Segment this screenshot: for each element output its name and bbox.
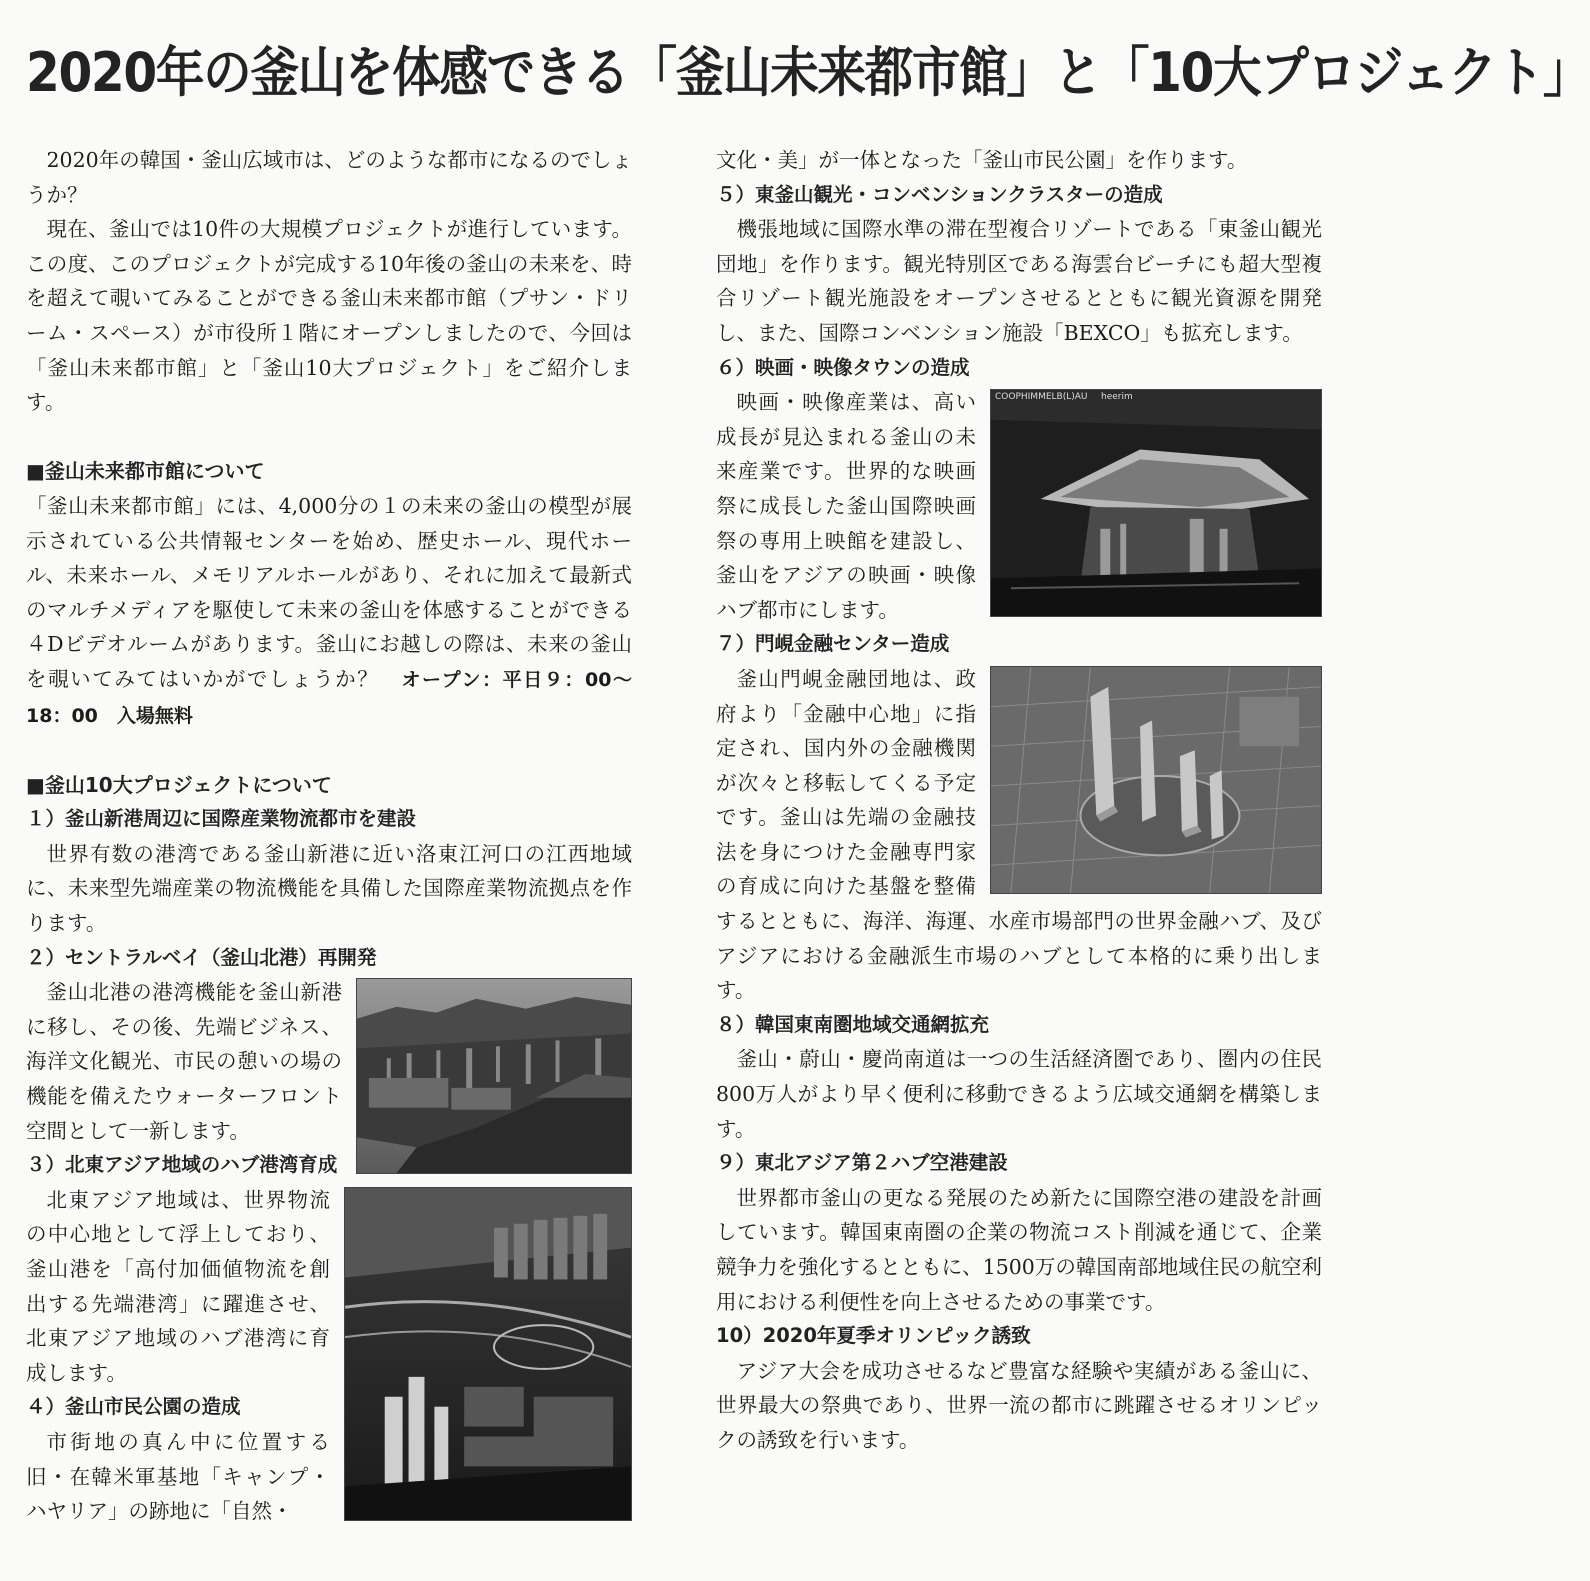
project-7-block [716, 662, 1322, 1008]
project-7-body: 釜山門峴金融団地は、政府より「金融中心地」に指定され、国内外の金融機関が次々と移転してくる予定です。釜山は先端の金融技法を身につけた金融専門家の育成に向けた基盤を整備するとともに、海洋、海運、水産市場部門の世界金融ハブ、及びアジアにおける金融派生市場のハブとして本格的に乗り出します。 [716, 666, 1322, 1003]
project-3-title: ３）北東アジア地域のハブ港湾育成 [26, 1153, 338, 1177]
photo-watermark-coop: COOPHIMMELB(L)AU [995, 392, 1088, 403]
project-6-body: 映画・映像産業は、高い成長が見込まれる釜山の未来産業です。世界的な映画祭に成長した釜山国際映画祭の専用上映館を建設し、釜山をアジアの映画・映像ハブ都市にします。 [716, 390, 976, 622]
project-2-block [26, 975, 632, 1148]
photo-hub-port [344, 1187, 632, 1521]
project-9-title: ９）東北アジア第２ハブ空港建設 [716, 1151, 1008, 1175]
hall-hours: オープン：平日９：00～18：00 入場無料 [26, 668, 633, 727]
project-3-body: 北東アジア地域は、世界物流の中心地として浮上しており、釜山港を「高付加価値物流を創出する先端港湾」に躍進させ、北東アジア地域のハブ港湾に育成します。 [26, 1187, 330, 1385]
project-10-title: 10）2020年夏季オリンピック誘致 [716, 1324, 1031, 1348]
project-1-title: １）釜山新港周辺に国際産業物流都市を建設 [26, 807, 417, 831]
project-5-body: 機張地域に国際水準の滞在型複合リゾートである「東釜山観光団地」を作ります。観光特別区である海雲台ビーチにも超大型複合リゾート観光施設をオープンさせるとともに観光資源を開発し、また、国際コンベンション施設「BEXCO」も拡充します。 [716, 217, 1322, 345]
project-3-4-block [26, 1183, 632, 1529]
project-7-title: ７）門峴金融センター造成 [716, 632, 950, 656]
project-4-body-continued: 文化・美」が一体となった「釜山市民公園」を作ります。 [716, 148, 1248, 172]
project-5-title: ５）東釜山観光・コンベンションクラスターの造成 [716, 182, 1163, 206]
projects-heading: ■釜山10大プロジェクトについて [26, 772, 332, 797]
photo-watermark-heerim: heerim [1101, 392, 1133, 403]
project-9-body: 世界都市釜山の更なる発展のため新たに国際空港の建設を計画しています。韓国東南圏の企業の物流コスト削減を通じて、企業競争力を強化するとともに、1500万の韓国南部地域住民の航空利用における利便性を向上させるための事業です。 [716, 1185, 1322, 1314]
left-column [26, 143, 632, 1529]
project-6-block [716, 385, 1322, 627]
hall-body: 「釜山未来都市館」には、4,000分の１の未来の釜山の模型が展示されている公共情報センターを始め、歴史ホール、現代ホール、未来ホール、メモリアルホールがあり、それに加えて最新式のマルチメディアを駆使して未来の釜山を体感することができる４Dビデオルームがあります。釜山にお越しの際は、未来の釜山を覗いてみてはいかがでしょうか？ オープン：平日９：00～18：00 入場無料 [26, 493, 633, 727]
hall-heading: ■釜山未来都市館について [26, 459, 265, 484]
intro-paragraph-1: 2020年の韓国・釜山広域市は、どのような都市になるのでしょうか？ [26, 148, 632, 207]
project-4-body: 市街地の真ん中に位置する旧・在韓米軍基地「キャンプ・ハヤリア」の跡地に「自然・ [26, 1429, 330, 1524]
project-8-body: 釜山・蔚山・慶尚南道は一つの生活経済圏であり、圏内の住民800万人がより早く便利に移動できるよう広域交通網を構築します。 [716, 1047, 1322, 1141]
project-6-title: ６）映画・映像タウンの造成 [716, 355, 970, 379]
project-1-body: 世界有数の港湾である釜山新港に近い洛東江河口の江西地域に、未来型先端産業の物流機能を具備した国際産業物流拠点を作ります。 [26, 841, 632, 936]
photo-central-bay [356, 978, 632, 1174]
intro-paragraph-2: 現在、釜山では10件の大規模プロジェクトが進行しています。この度、このプロジェクトが完成する10年後の釜山の未来を、時を超えて覗いてみることができる釜山未来都市館（プサン・ドリーム・スペース）が市役所１階にオープンしましたので、今回は「釜山未来都市館」と「釜山10大プロジェクト」をご紹介します。 [26, 217, 632, 415]
photo-cinema-center [990, 389, 1322, 617]
project-8-title: ８）韓国東南圏地域交通網拡充 [716, 1012, 990, 1036]
photo-financial-center [990, 666, 1322, 894]
project-4-title: ４）釜山市民公園の造成 [26, 1395, 241, 1419]
page-title: 2020年の釜山を体感できる「釜山未来都市館」と「10大プロジェクト」 [26, 41, 1590, 104]
project-2-body: 釜山北港の港湾機能を釜山新港に移し、その後、先端ビジネス、海洋文化観光、市民の憩いの場の機能を備えたウォーターフロント空間として一新します。 [26, 980, 342, 1143]
project-2-title: ２）セントラルベイ（釜山北港）再開発 [26, 945, 377, 969]
project-10-body: アジア大会を成功させるなど豊富な経験や実績がある釜山に、世界最大の祭典であり、世界一流の都市に跳躍させるオリンピックの誘致を行います。 [716, 1358, 1322, 1452]
right-column [716, 143, 1322, 1458]
